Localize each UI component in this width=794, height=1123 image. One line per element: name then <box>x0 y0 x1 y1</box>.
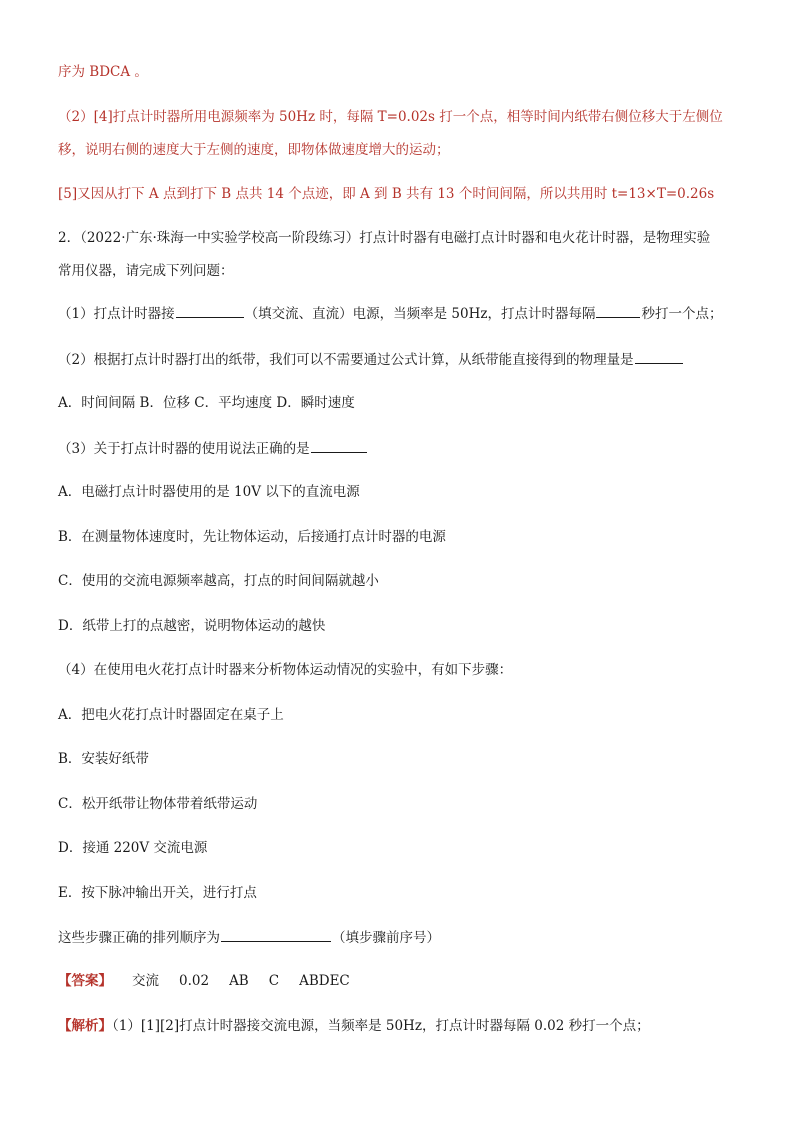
answer-label: 【答案】 <box>58 973 112 989</box>
prev-solution-part2-line-1: （2）[4]打点计时器所用电源频率为 50Hz 时，每隔 T=0.02s 打一个点，相等时间内纸带右侧位移大于左侧位 <box>58 109 723 125</box>
question-header-line-2: 常用仪器，请完成下列问题： <box>58 263 234 279</box>
q4-order-text-b: （填步骤前序号） <box>332 930 440 946</box>
q4-step-c: C．松开纸带让物体带着纸带运动 <box>58 796 258 812</box>
q4-step-b: B．安装好纸带 <box>58 751 149 767</box>
q1-blank-1 <box>176 303 244 318</box>
q1-text-a: （1）打点计时器接 <box>58 306 175 322</box>
answer-item: 交流 <box>132 973 159 989</box>
q3-blank <box>311 438 367 453</box>
answer-line <box>58 971 754 991</box>
q1-text-b: （填交流、直流）电源，当频率是 50Hz，打点计时器每隔 <box>244 306 596 322</box>
q4-order-text-a: 这些步骤正确的排列顺序为 <box>58 930 220 946</box>
analysis-line <box>58 1016 754 1036</box>
q3-option-d: D．纸带上打的点越密，说明物体运动的越快 <box>58 618 326 634</box>
q4-step-e: E．按下脉冲输出开关，进行打点 <box>58 885 257 901</box>
prev-solution-part2-line-2: 移，说明右侧的速度大于左侧的速度，即物体做速度增大的运动； <box>58 142 450 158</box>
q4-step-d: D．接通 220V 交流电源 <box>58 840 208 856</box>
q3-option-a: A．电磁打点计时器使用的是 10V 以下的直流电源 <box>58 484 360 500</box>
prev-solution-line-1: 序为 BDCA 。 <box>58 64 148 80</box>
analysis-text: （1）[1][2]打点计时器接交流电源，当频率是 50Hz，打点计时器每隔 0.02 秒打一个点； <box>112 1018 650 1034</box>
question-3 <box>58 438 754 459</box>
q3-text: （3）关于打点计时器的使用说法正确的是 <box>58 441 310 457</box>
q4-step-a: A．把电火花打点计时器固定在桌子上 <box>58 707 284 723</box>
answer-item: C <box>268 973 280 989</box>
q1-blank-2 <box>596 303 640 318</box>
q1-text-c: 秒打一个点； <box>641 306 723 322</box>
analysis-label: 【解析】 <box>58 1018 112 1034</box>
question-header-line-1: 2．（2022·广东·珠海一中实验学校高一阶段练习）打点计时器有电磁打点计时器和电火花计时器，是物理实验 <box>58 230 711 246</box>
question-2 <box>58 349 754 370</box>
q2-text: （2）根据打点计时器打出的纸带，我们可以不需要通过公式计算，从纸带能直接得到的物理量是 <box>58 352 634 368</box>
q2-options: A．时间间隔 B．位移 C．平均速度 D．瞬时速度 <box>58 395 355 411</box>
q3-option-c: C．使用的交流电源频率越高，打点的时间间隔就越小 <box>58 573 379 589</box>
q4-order <box>58 927 754 948</box>
q4-order-blank <box>221 927 331 942</box>
prev-solution-part5-line: [5]又因从打下 A 点到打下 B 点共 14 个点迹，即 A 到 B 共有 13 个时间间隔，所以共用时 t=13×T=0.26s <box>58 186 715 202</box>
answer-item: AB <box>229 973 249 989</box>
q2-blank <box>635 349 683 364</box>
answer-item: 0.02 <box>179 973 210 989</box>
question-4: （4）在使用电火花打点计时器来分析物体运动情况的实验中，有如下步骤： <box>58 662 513 678</box>
answer-item: ABDEC <box>299 973 350 989</box>
q3-option-b: B．在测量物体速度时，先让物体运动，后接通打点计时器的电源 <box>58 529 446 545</box>
question-1 <box>58 303 754 324</box>
